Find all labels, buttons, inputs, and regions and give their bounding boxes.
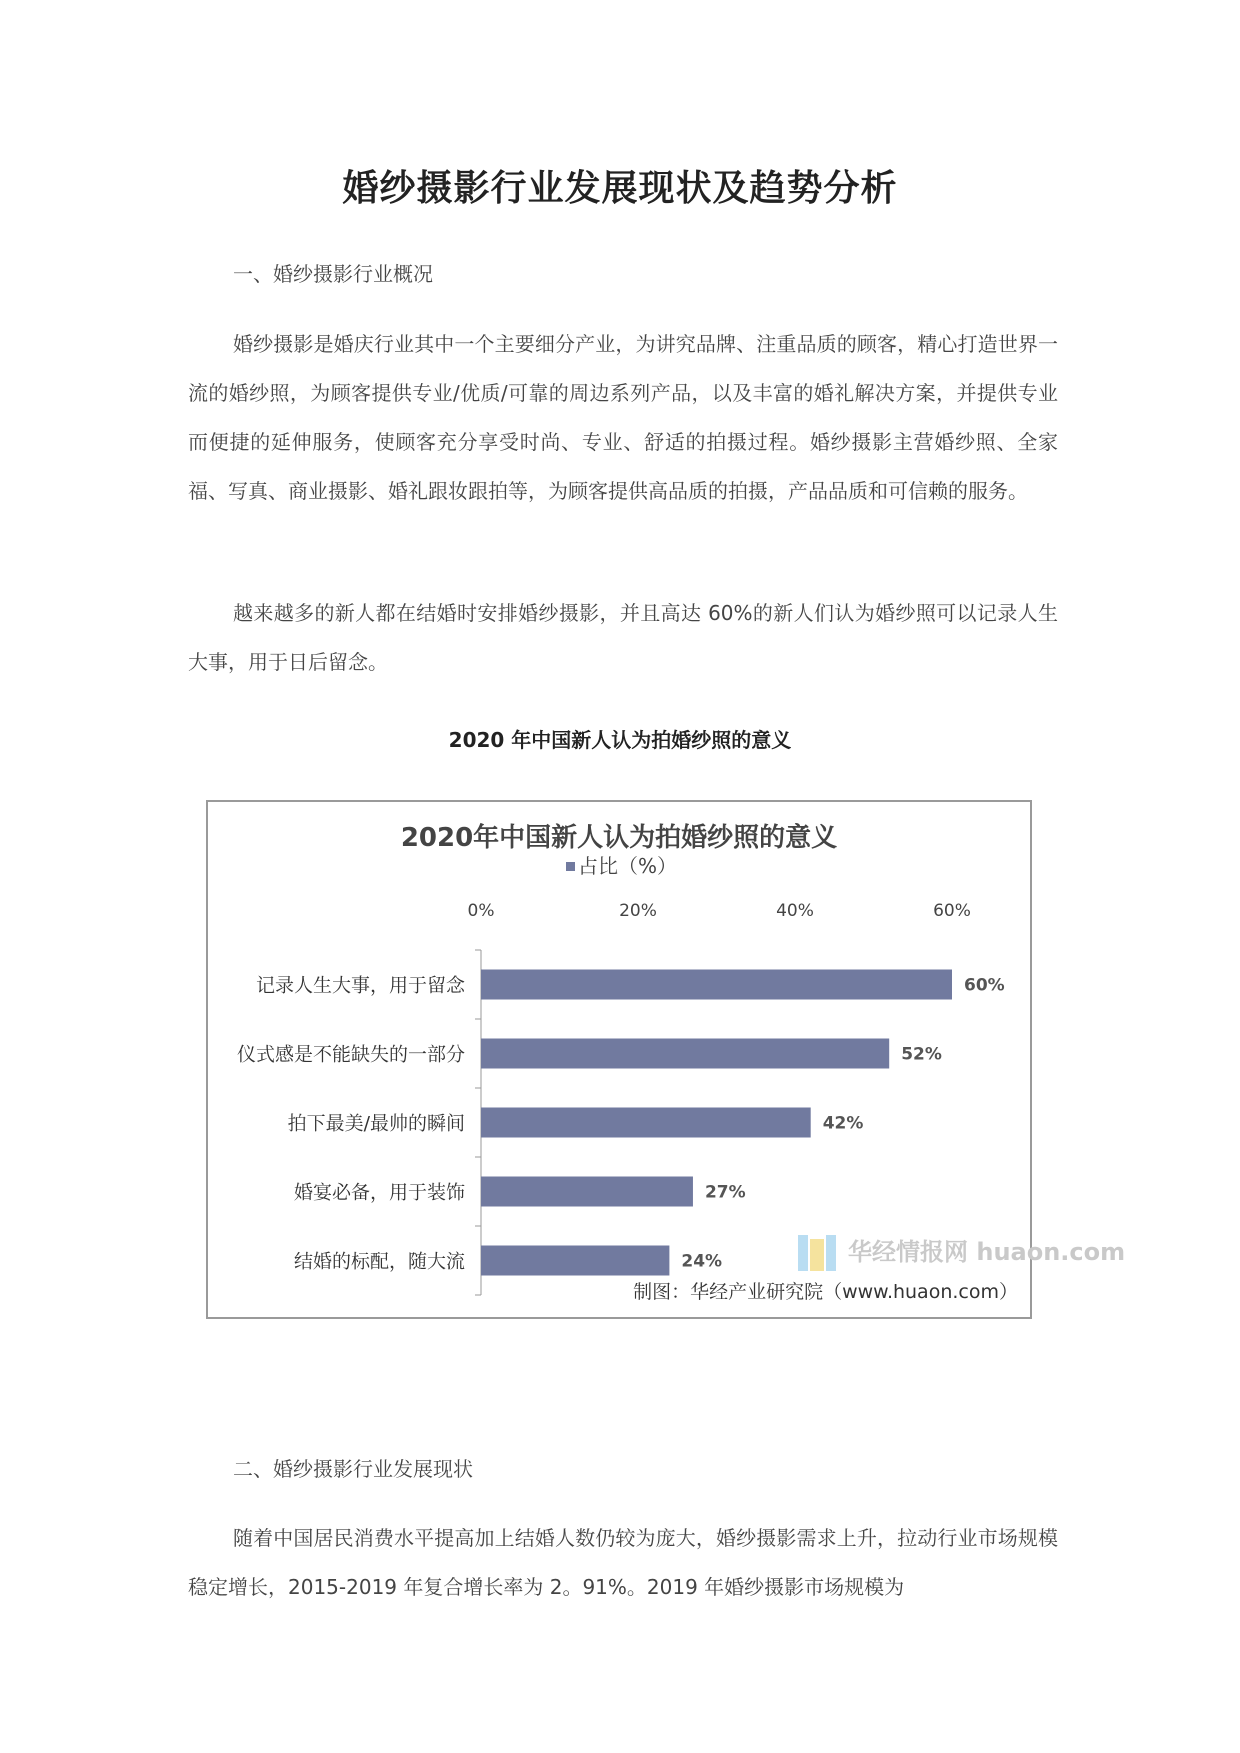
bar xyxy=(481,1039,889,1069)
data-label: 27% xyxy=(704,1182,746,1203)
section-2-heading: 二、婚纱摄影行业发展现状 xyxy=(233,1457,473,1481)
data-label: 52% xyxy=(901,1044,942,1065)
category-label: 记录人生大事，用于留念 xyxy=(255,974,465,997)
category-label: 婚宴必备，用于装饰 xyxy=(293,1181,465,1204)
watermark-logo-block xyxy=(826,1235,836,1271)
data-label: 60% xyxy=(964,975,1005,996)
bar xyxy=(481,1246,669,1276)
watermark-logo-block xyxy=(798,1235,808,1271)
bar-chart xyxy=(208,802,1126,1317)
x-tick-label: 0% xyxy=(467,901,495,921)
bar xyxy=(481,970,952,1000)
category-label: 拍下最美/最帅的瞬间 xyxy=(287,1112,465,1135)
bar xyxy=(481,1177,693,1207)
document-title: 婚纱摄影行业发展现状及趋势分析 xyxy=(342,168,898,209)
chart-caption: 2020 年中国新人认为拍婚纱照的意义 xyxy=(448,728,792,752)
x-tick-label: 20% xyxy=(619,901,657,921)
x-tick-label: 40% xyxy=(776,901,814,921)
category-label: 结婚的标配，随大流 xyxy=(293,1250,465,1273)
chart-frame xyxy=(206,800,1126,1319)
data-label: 42% xyxy=(822,1113,864,1134)
watermark-logo-block xyxy=(810,1239,824,1271)
chart-source: 制图：华经产业研究院（www.huaon.com） xyxy=(633,1281,1018,1303)
chart-title: 2020年中国新人认为拍婚纱照的意义 xyxy=(400,823,838,853)
section-1-heading: 一、婚纱摄影行业概况 xyxy=(233,262,433,286)
legend-label: 占比（%） xyxy=(578,854,678,878)
category-label: 仪式感是不能缺失的一部分 xyxy=(236,1043,465,1066)
paragraph-1: 婚纱摄影是婚庆行业其中一个主要细分产业，为讲究品牌、注重品质的顾客，精心打造世界一流的婚纱照，为顾客提供专业/优质/可靠的周边系列产品，以及丰富的婚礼解决方案，并提供专业而便捷的延伸服务，使顾客充分享受时尚、专业、舒适的拍摄过程。婚纱摄影主营婚纱照、全家福、写真、商业摄影、婚礼跟妆跟拍等，为顾客提供高品质的拍摄，产品品质和可信赖的服务。 xyxy=(188,332,1058,503)
x-tick-label: 60% xyxy=(933,901,971,921)
data-label: 24% xyxy=(681,1251,723,1272)
paragraph-2: 越来越多的新人都在结婚时安排婚纱摄影，并且高达 60%的新人们认为婚纱照可以记录人生大事，用于日后留念。 xyxy=(188,601,1058,674)
legend-swatch xyxy=(566,862,575,871)
paragraph-3: 随着中国居民消费水平提高加上结婚人数仍较为庞大，婚纱摄影需求上升，拉动行业市场规模稳定增长，2015-2019 年复合增长率为 2。91%。2019 年婚纱摄影市场规模为 xyxy=(188,1526,1058,1599)
bar xyxy=(481,1108,811,1138)
watermark-text: 华经情报网 huaon.com xyxy=(848,1238,1126,1266)
